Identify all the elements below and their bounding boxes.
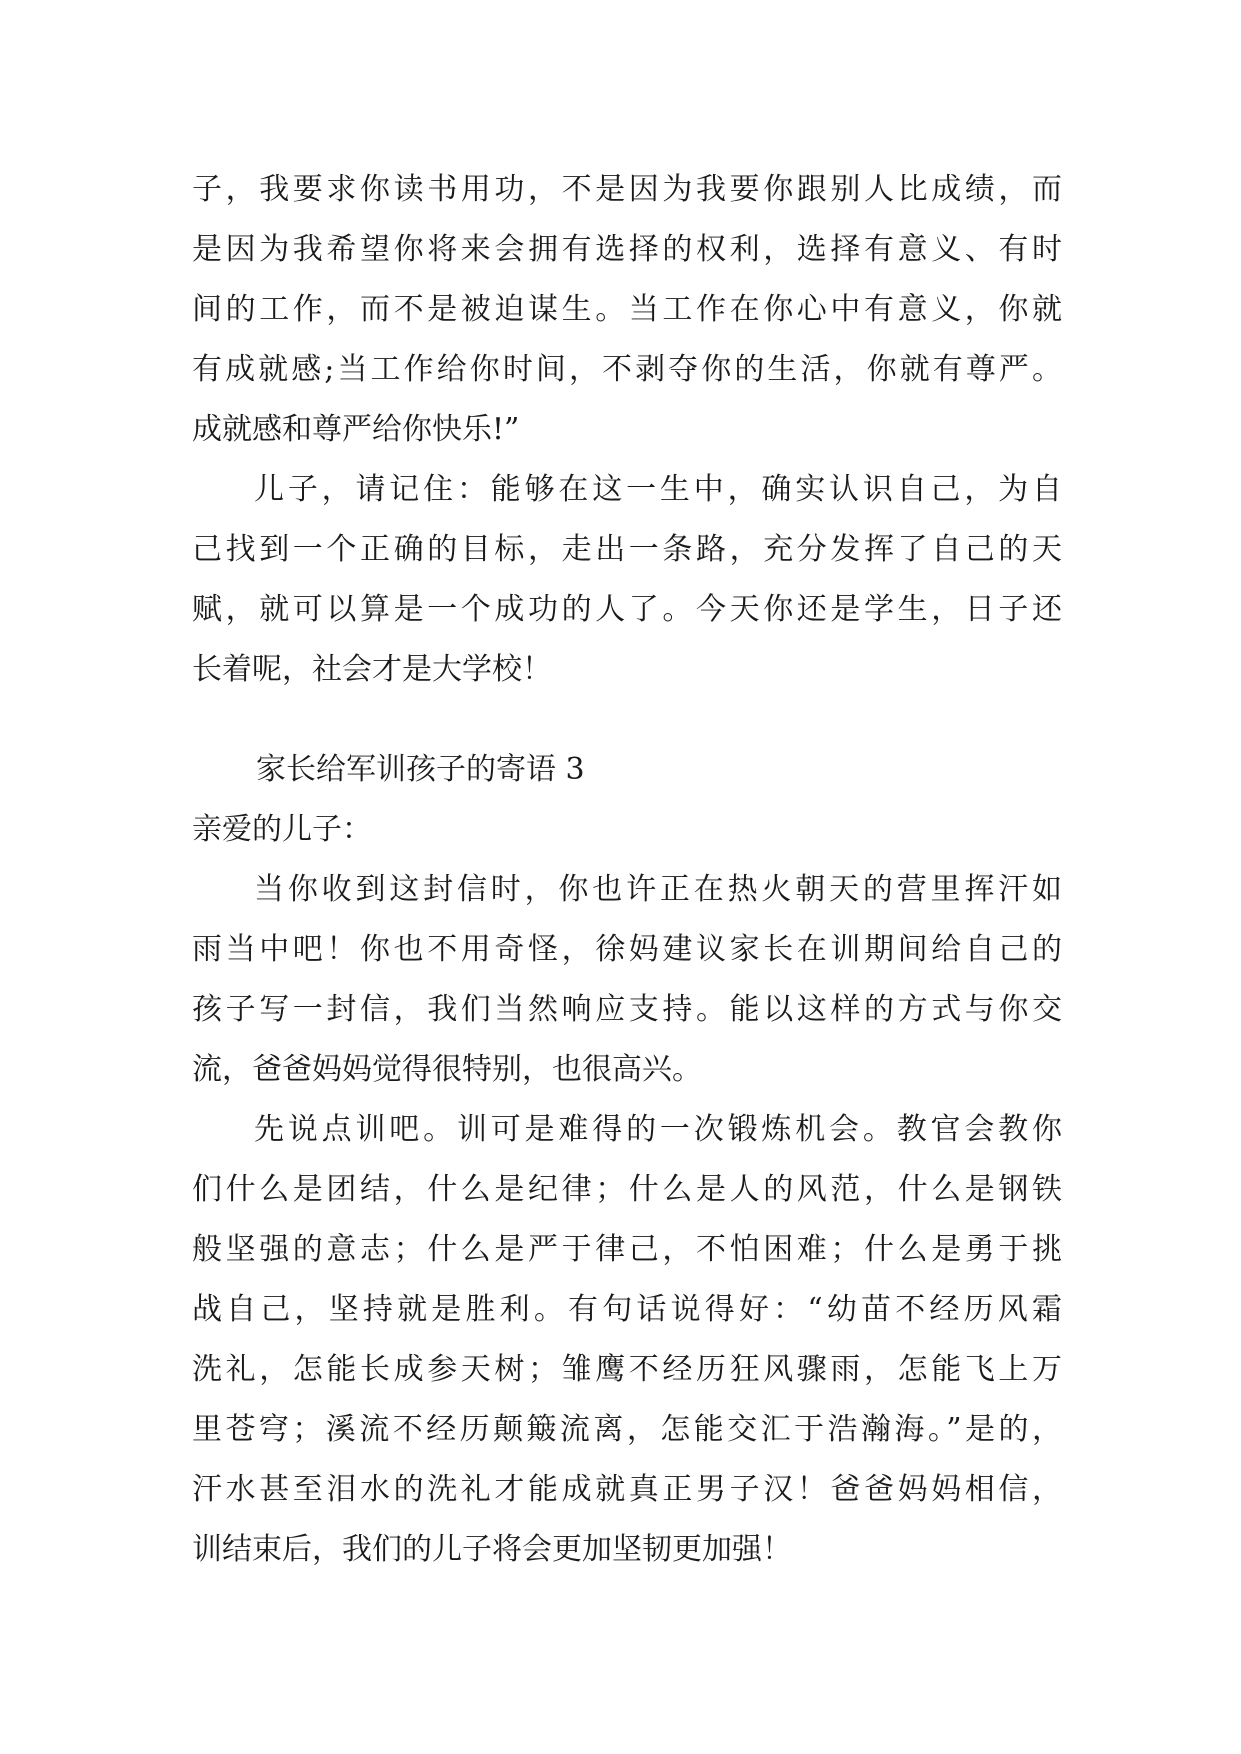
text-line: 赋，就可以算是一个成功的人了。今天你还是学生，日子还 xyxy=(192,592,1062,627)
text-line: 先说点训吧。训可是难得的一次锻炼机会。教官会教你 xyxy=(254,1112,1062,1147)
text-line: 们什么是团结，什么是纪律；什么是人的风范，什么是钢铁 xyxy=(192,1172,1062,1207)
text-line: 间的工作，而不是被迫谋生。当工作在你心中有意义，你就 xyxy=(192,292,1062,327)
text-line: 有成就感;当工作给你时间，不剥夺你的生活，你就有尊严。 xyxy=(192,352,1062,387)
text-line: 汗水甚至泪水的洗礼才能成就真正男子汉！爸爸妈妈相信， xyxy=(192,1472,1062,1507)
paragraph-continued xyxy=(192,160,1062,460)
text-line: 己找到一个正确的目标，走出一条路，充分发挥了自己的天 xyxy=(192,532,1062,567)
text-line: 子，我要求你读书用功，不是因为我要你跟别人比成绩，而 xyxy=(192,172,1062,207)
text-line: 里苍穹；溪流不经历颠簸流离，怎能交汇于浩瀚海。”是的， xyxy=(192,1412,1062,1447)
salutation: 亲爱的儿子： xyxy=(192,812,372,847)
text-line: 训结束后，我们的儿子将会更加坚韧更加强！ xyxy=(192,1532,792,1567)
text-line: 当你收到这封信时，你也许正在热火朝天的营里挥汗如 xyxy=(254,872,1062,907)
text-line: 般坚强的意志；什么是严于律己，不怕困难；什么是勇于挑 xyxy=(192,1232,1062,1267)
paragraph-letter-intro xyxy=(192,860,1062,1100)
text-line: 洗礼，怎能长成参天树；雏鹰不经历狂风骤雨，怎能飞上万 xyxy=(192,1352,1062,1387)
text-line: 是因为我希望你将来会拥有选择的权利，选择有意义、有时 xyxy=(192,232,1062,267)
text-line: 成就感和尊严给你快乐!” xyxy=(192,412,520,447)
text-line: 战自己，坚持就是胜利。有句话说得好：“幼苗不经历风霜 xyxy=(192,1292,1062,1327)
paragraph-training xyxy=(192,1100,1062,1580)
section-heading: 家长给军训孩子的寄语 3 xyxy=(256,752,585,787)
text-line: 雨当中吧！你也不用奇怪，徐妈建议家长在训期间给自己的 xyxy=(192,932,1062,967)
text-line: 流，爸爸妈妈觉得很特别，也很高兴。 xyxy=(192,1052,702,1087)
text-line: 长着呢，社会才是大学校！ xyxy=(192,652,552,687)
text-line: 孩子写一封信，我们当然响应支持。能以这样的方式与你交 xyxy=(192,992,1062,1027)
text-line: 儿子，请记住：能够在这一生中，确实认识自己，为自 xyxy=(254,472,1062,507)
paragraph-remember xyxy=(192,460,1062,700)
